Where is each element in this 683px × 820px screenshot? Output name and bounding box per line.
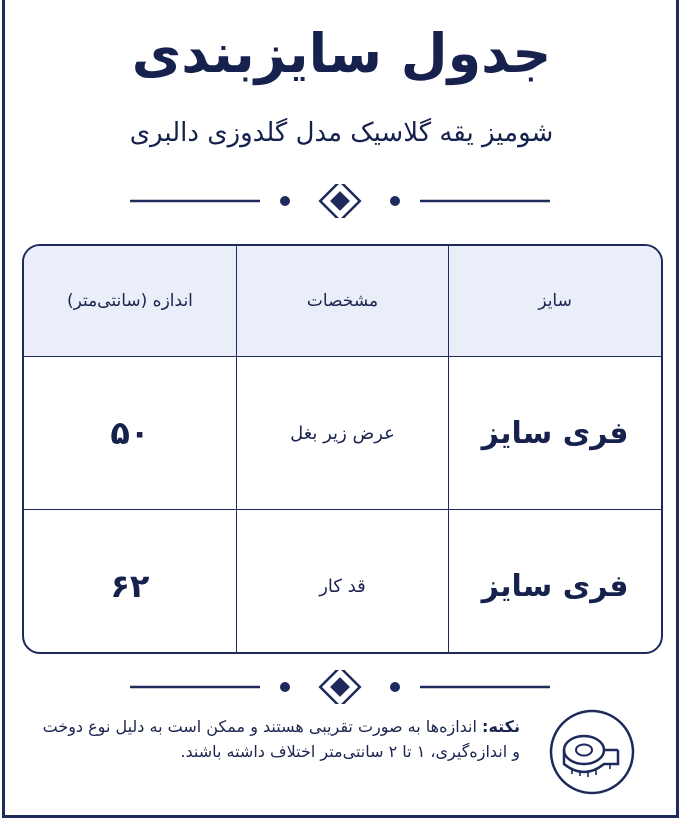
size-table xyxy=(22,244,663,654)
table-header-row xyxy=(24,246,661,357)
table-row xyxy=(24,510,661,655)
page-title: جدول سایزبندی xyxy=(131,22,552,85)
value-cell: ۶۲ xyxy=(24,510,236,655)
header-measure: اندازه (سانتی‌متر) xyxy=(24,246,236,357)
header-spec: مشخصات xyxy=(236,246,448,357)
spec-cell: قد کار xyxy=(236,510,448,655)
note-text xyxy=(40,714,520,764)
header-size: سایز xyxy=(449,246,661,357)
note-body: اندازه‌ها به صورت تقریبی هستند و ممکن است به دلیل نوع دوخت و اندازه‌گیری، ۱ تا ۲ سانتی‌متر اختلاف داشته باشند. xyxy=(42,717,520,761)
size-cell: فری سایز xyxy=(449,357,661,510)
page-subtitle: شومیز یقه گلاسیک مدل گلدوزی دالبری xyxy=(129,118,554,148)
value-cell: ۵۰ xyxy=(24,357,236,510)
note-label: نکته: xyxy=(482,717,520,736)
measuring-tape-icon xyxy=(548,708,636,796)
size-cell: فری سایز xyxy=(449,510,661,655)
table-row xyxy=(24,357,661,510)
diamond-divider-icon xyxy=(130,184,550,218)
diamond-divider-icon xyxy=(130,670,550,704)
spec-cell: عرض زیر بغل xyxy=(236,357,448,510)
